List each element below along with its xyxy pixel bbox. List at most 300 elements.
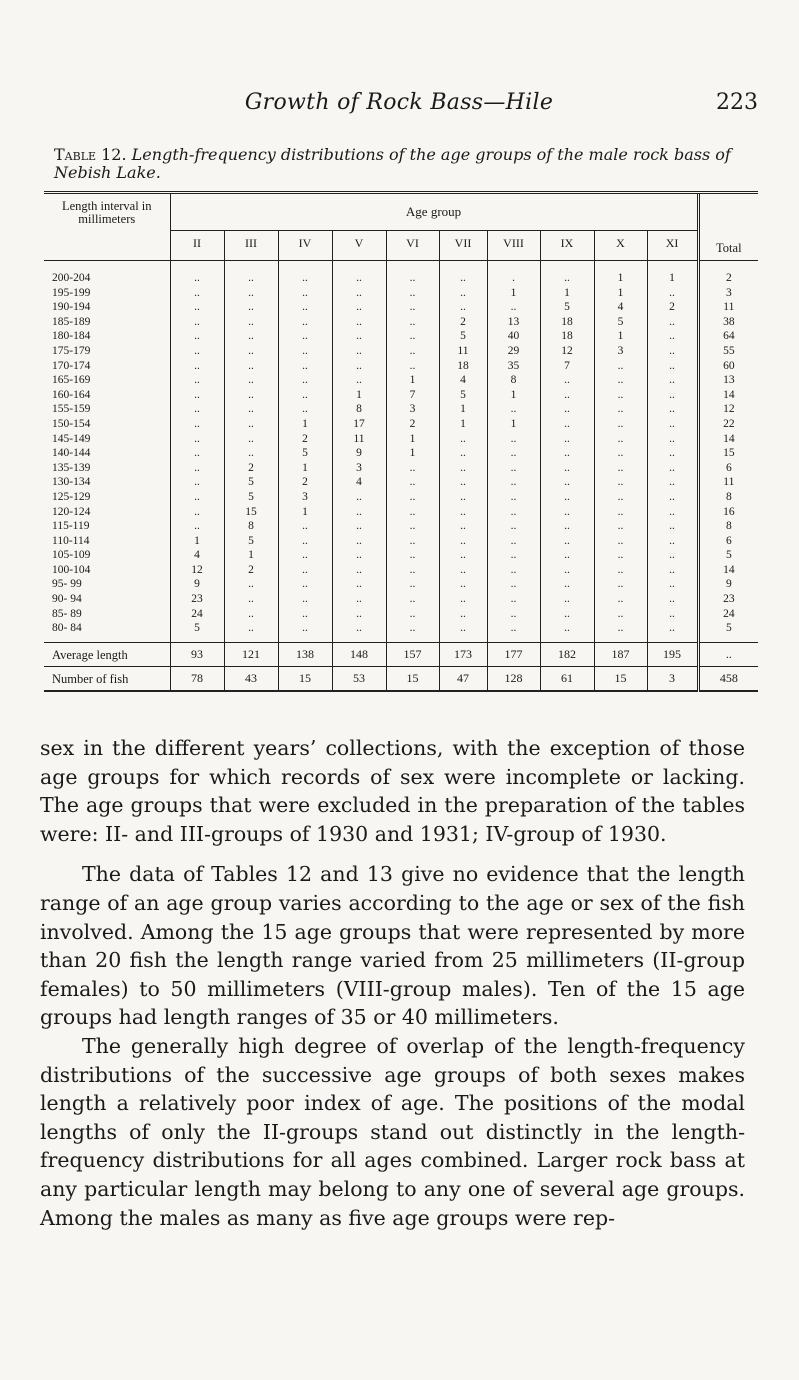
count-cell: ..: [386, 505, 439, 520]
length-interval-cell: 135-139: [52, 461, 91, 474]
count-cell: ..: [278, 300, 332, 315]
count-cell: ..: [224, 388, 278, 403]
number-of-fish-value: 61: [540, 666, 594, 691]
count-cell: ..: [224, 402, 278, 417]
count-cell: 7: [386, 388, 439, 403]
count-cell: ..: [594, 505, 647, 520]
age-group-column-vii: VII: [439, 231, 487, 261]
count-cell: ..: [439, 534, 487, 549]
count-cell: ..: [332, 286, 386, 301]
total-cell: 15: [698, 446, 758, 461]
count-cell: ..: [386, 548, 439, 563]
count-cell: ..: [487, 548, 540, 563]
count-cell: 5: [224, 475, 278, 490]
count-cell: 5: [439, 388, 487, 403]
number-of-fish-value: 15: [386, 666, 439, 691]
count-cell: ..: [170, 315, 224, 330]
count-cell: ..: [439, 286, 487, 301]
length-interval-cell: 175-179: [52, 344, 91, 357]
count-cell: ..: [439, 577, 487, 592]
count-cell: ..: [278, 402, 332, 417]
count-cell: 1: [386, 373, 439, 388]
length-interval-cell: 90- 94: [52, 593, 82, 606]
count-cell: ..: [594, 519, 647, 534]
count-cell: ..: [439, 461, 487, 476]
count-cell: ..: [647, 417, 698, 432]
table-row: [44, 373, 758, 388]
count-cell: ..: [647, 402, 698, 417]
count-cell: 18: [540, 315, 594, 330]
count-cell: ..: [170, 286, 224, 301]
count-cell: ..: [540, 577, 594, 592]
count-cell: 1: [594, 261, 647, 286]
count-cell: 5: [540, 300, 594, 315]
total-cell: 9: [698, 577, 758, 592]
table-row: [44, 505, 758, 520]
count-cell: ..: [332, 329, 386, 344]
count-cell: ..: [224, 261, 278, 286]
count-cell: ..: [170, 432, 224, 447]
count-cell: ..: [386, 621, 439, 642]
count-cell: ..: [487, 300, 540, 315]
count-cell: 4: [170, 548, 224, 563]
table-row: [44, 490, 758, 505]
count-cell: ..: [278, 373, 332, 388]
count-cell: ..: [487, 563, 540, 578]
count-cell: 1: [224, 548, 278, 563]
count-cell: ..: [224, 592, 278, 607]
length-interval-header: Length interval in millimeters: [44, 194, 170, 261]
total-cell: 6: [698, 534, 758, 549]
count-cell: ..: [332, 344, 386, 359]
table-caption: [54, 146, 758, 182]
count-cell: 15: [224, 505, 278, 520]
count-cell: ..: [540, 505, 594, 520]
count-cell: ..: [540, 548, 594, 563]
total-cell: 3: [698, 286, 758, 301]
count-cell: ..: [332, 592, 386, 607]
age-group-column-ix: IX: [540, 231, 594, 261]
count-cell: ..: [332, 359, 386, 374]
number-of-fish-total: 458: [698, 666, 758, 691]
count-cell: 9: [332, 446, 386, 461]
count-cell: ..: [224, 344, 278, 359]
length-frequency-table: [44, 191, 758, 692]
length-interval-cell: 115-119: [52, 520, 90, 533]
count-cell: 7: [540, 359, 594, 374]
body-text: [40, 734, 745, 1232]
total-cell: 2: [698, 261, 758, 286]
table-row: [44, 548, 758, 563]
count-cell: ..: [439, 475, 487, 490]
table-caption-label: Table 12.: [54, 145, 127, 164]
count-cell: ..: [540, 519, 594, 534]
count-cell: 2: [224, 461, 278, 476]
number-of-fish-value: 3: [647, 666, 698, 691]
total-header: Total: [698, 194, 758, 261]
number-of-fish-row: [44, 666, 758, 691]
count-cell: ..: [170, 417, 224, 432]
count-cell: 1: [540, 286, 594, 301]
average-length-total: ..: [698, 642, 758, 666]
table-row: [44, 344, 758, 359]
count-cell: ..: [439, 446, 487, 461]
count-cell: 1: [487, 286, 540, 301]
count-cell: 2: [278, 475, 332, 490]
count-cell: 1: [386, 432, 439, 447]
count-cell: ..: [540, 446, 594, 461]
length-interval-cell: 200-204: [52, 272, 91, 284]
count-cell: ..: [170, 461, 224, 476]
count-cell: ..: [487, 519, 540, 534]
count-cell: 2: [647, 300, 698, 315]
count-cell: ..: [487, 505, 540, 520]
count-cell: ..: [278, 388, 332, 403]
count-cell: ..: [386, 577, 439, 592]
count-cell: ..: [647, 388, 698, 403]
count-cell: ..: [439, 621, 487, 642]
length-interval-cell: 180-184: [52, 330, 91, 343]
count-cell: ..: [170, 402, 224, 417]
count-cell: 1: [386, 446, 439, 461]
count-cell: ..: [487, 402, 540, 417]
number-of-fish-value: 78: [170, 666, 224, 691]
length-interval-cell: 150-154: [52, 417, 91, 430]
page-header: [40, 84, 758, 124]
count-cell: ..: [439, 300, 487, 315]
count-cell: ..: [386, 286, 439, 301]
count-cell: ..: [386, 344, 439, 359]
count-cell: 40: [487, 329, 540, 344]
count-cell: ..: [647, 563, 698, 578]
table-row: [44, 563, 758, 578]
count-cell: 5: [594, 315, 647, 330]
average-length-value: 121: [224, 642, 278, 666]
count-cell: 1: [647, 261, 698, 286]
length-interval-cell: 190-194: [52, 301, 91, 314]
count-cell: ..: [594, 388, 647, 403]
average-length-value: 177: [487, 642, 540, 666]
count-cell: 1: [278, 461, 332, 476]
count-cell: ..: [332, 373, 386, 388]
count-cell: 12: [170, 563, 224, 578]
count-cell: ..: [332, 519, 386, 534]
count-cell: ..: [170, 505, 224, 520]
count-cell: ..: [647, 607, 698, 622]
table-row: [44, 534, 758, 549]
number-of-fish-label: Number of fish: [44, 666, 170, 691]
average-length-value: 157: [386, 642, 439, 666]
count-cell: 4: [332, 475, 386, 490]
count-cell: ..: [647, 490, 698, 505]
count-cell: ..: [278, 519, 332, 534]
count-cell: 8: [224, 519, 278, 534]
count-cell: ..: [278, 534, 332, 549]
count-cell: 3: [594, 344, 647, 359]
total-cell: 5: [698, 621, 758, 642]
count-cell: ..: [594, 607, 647, 622]
count-cell: 1: [487, 388, 540, 403]
count-cell: ..: [487, 490, 540, 505]
count-cell: 18: [540, 329, 594, 344]
count-cell: 4: [594, 300, 647, 315]
count-cell: ..: [540, 490, 594, 505]
count-cell: 3: [278, 490, 332, 505]
count-cell: 13: [487, 315, 540, 330]
count-cell: ..: [332, 490, 386, 505]
total-cell: 38: [698, 315, 758, 330]
count-cell: 24: [170, 607, 224, 622]
count-cell: 1: [439, 417, 487, 432]
count-cell: 2: [439, 315, 487, 330]
count-cell: 18: [439, 359, 487, 374]
count-cell: ..: [594, 534, 647, 549]
count-cell: ..: [439, 261, 487, 286]
running-title: Growth of Rock Bass—Hile: [244, 90, 554, 115]
count-cell: 1: [594, 329, 647, 344]
count-cell: ..: [224, 607, 278, 622]
age-group-column-iii: III: [224, 231, 278, 261]
count-cell: ..: [170, 300, 224, 315]
total-cell: 14: [698, 388, 758, 403]
count-cell: ..: [386, 490, 439, 505]
table-row: [44, 592, 758, 607]
count-cell: ..: [224, 315, 278, 330]
count-cell: ..: [594, 373, 647, 388]
count-cell: 1: [439, 402, 487, 417]
count-cell: ..: [332, 315, 386, 330]
count-cell: 23: [170, 592, 224, 607]
count-cell: ..: [170, 388, 224, 403]
count-cell: ..: [647, 548, 698, 563]
count-cell: ..: [487, 577, 540, 592]
count-cell: ..: [224, 300, 278, 315]
length-interval-cell: 100-104: [52, 563, 91, 576]
count-cell: ..: [439, 607, 487, 622]
count-cell: ..: [540, 592, 594, 607]
paragraph-2: The data of Tables 12 and 13 give no evidence that the length range of an age group varies according to the age or sex of the fish involved. Among the 15 age groups that were represented by more than 20 fish the length range varied from 25 millimeters (II-group females) to 50 millimeters (VIII-group males). Ten of the 15 age groups had length ranges of 35 or 40 millimeters.: [40, 862, 745, 1030]
count-cell: 5: [224, 490, 278, 505]
total-cell: 55: [698, 344, 758, 359]
count-cell: ..: [224, 621, 278, 642]
length-interval-cell: 165-169: [52, 374, 91, 387]
count-cell: ..: [540, 261, 594, 286]
count-cell: 1: [278, 417, 332, 432]
count-cell: ..: [332, 577, 386, 592]
count-cell: ..: [439, 432, 487, 447]
average-length-value: 195: [647, 642, 698, 666]
count-cell: ..: [278, 577, 332, 592]
count-cell: ..: [386, 534, 439, 549]
count-cell: ..: [386, 607, 439, 622]
average-length-value: 93: [170, 642, 224, 666]
count-cell: ..: [594, 563, 647, 578]
count-cell: ..: [594, 592, 647, 607]
count-cell: 1: [170, 534, 224, 549]
count-cell: ..: [224, 417, 278, 432]
count-cell: ..: [439, 548, 487, 563]
age-group-column-x: X: [594, 231, 647, 261]
average-length-row: [44, 642, 758, 666]
table-row: [44, 359, 758, 374]
count-cell: .: [487, 261, 540, 286]
table-body: [44, 261, 758, 643]
total-cell: 8: [698, 490, 758, 505]
count-cell: ..: [170, 446, 224, 461]
table-row: [44, 621, 758, 642]
count-cell: 3: [386, 402, 439, 417]
length-interval-cell: 160-164: [52, 388, 91, 401]
total-cell: 23: [698, 592, 758, 607]
count-cell: 8: [487, 373, 540, 388]
count-cell: ..: [278, 359, 332, 374]
count-cell: 5: [439, 329, 487, 344]
count-cell: ..: [386, 461, 439, 476]
paragraph-1: sex in the different years’ collections, with the exception of those age groups for which records of sex were incomplete or lacking. The age groups that were excluded in the preparation of the tables were: II- and III-groups of 1930 and 1931; IV-group of 1930.: [40, 736, 745, 846]
count-cell: ..: [594, 577, 647, 592]
count-cell: ..: [332, 300, 386, 315]
length-interval-cell: 120-124: [52, 505, 91, 518]
count-cell: ..: [594, 490, 647, 505]
count-cell: 9: [170, 577, 224, 592]
count-cell: ..: [278, 592, 332, 607]
total-cell: 12: [698, 402, 758, 417]
count-cell: 12: [540, 344, 594, 359]
count-cell: 5: [278, 446, 332, 461]
count-cell: 5: [170, 621, 224, 642]
count-cell: ..: [278, 344, 332, 359]
count-cell: ..: [170, 329, 224, 344]
table-row: [44, 329, 758, 344]
count-cell: ..: [647, 519, 698, 534]
count-cell: 2: [278, 432, 332, 447]
length-interval-cell: 145-149: [52, 432, 91, 445]
count-cell: ..: [594, 417, 647, 432]
count-cell: 29: [487, 344, 540, 359]
count-cell: ..: [278, 548, 332, 563]
count-cell: ..: [540, 621, 594, 642]
age-group-column-vi: VI: [386, 231, 439, 261]
count-cell: 35: [487, 359, 540, 374]
count-cell: ..: [487, 621, 540, 642]
count-cell: 1: [487, 417, 540, 432]
count-cell: ..: [224, 286, 278, 301]
count-cell: ..: [647, 505, 698, 520]
total-cell: 11: [698, 300, 758, 315]
total-cell: 13: [698, 373, 758, 388]
count-cell: ..: [647, 446, 698, 461]
count-cell: ..: [386, 359, 439, 374]
count-cell: 11: [332, 432, 386, 447]
count-cell: ..: [386, 592, 439, 607]
count-cell: 2: [386, 417, 439, 432]
count-cell: ..: [332, 563, 386, 578]
table-row: [44, 261, 758, 286]
number-of-fish-value: 53: [332, 666, 386, 691]
count-cell: ..: [647, 475, 698, 490]
age-group-column-xi: XI: [647, 231, 698, 261]
age-group-column-v: V: [332, 231, 386, 261]
table-row: [44, 475, 758, 490]
count-cell: ..: [540, 417, 594, 432]
count-cell: ..: [332, 621, 386, 642]
count-cell: ..: [594, 432, 647, 447]
page-number: 223: [716, 90, 758, 115]
count-cell: ..: [647, 534, 698, 549]
table-row: [44, 446, 758, 461]
count-cell: ..: [487, 534, 540, 549]
age-group-column-viii: VIII: [487, 231, 540, 261]
count-cell: ..: [540, 534, 594, 549]
table-row: [44, 461, 758, 476]
count-cell: ..: [386, 563, 439, 578]
count-cell: 2: [224, 563, 278, 578]
count-cell: ..: [647, 432, 698, 447]
count-cell: ..: [594, 461, 647, 476]
count-cell: 1: [278, 505, 332, 520]
age-group-column-ii: II: [170, 231, 224, 261]
count-cell: 5: [224, 534, 278, 549]
count-cell: ..: [386, 329, 439, 344]
count-cell: ..: [594, 475, 647, 490]
data-table: [44, 194, 758, 692]
count-cell: ..: [647, 286, 698, 301]
length-interval-cell: 195-199: [52, 286, 91, 299]
table-row: [44, 300, 758, 315]
count-cell: ..: [170, 261, 224, 286]
count-cell: ..: [278, 329, 332, 344]
count-cell: ..: [594, 621, 647, 642]
total-cell: 64: [698, 329, 758, 344]
number-of-fish-value: 47: [439, 666, 487, 691]
count-cell: 3: [332, 461, 386, 476]
count-cell: ..: [439, 519, 487, 534]
average-length-value: 138: [278, 642, 332, 666]
count-cell: ..: [332, 261, 386, 286]
table-summary: [44, 642, 758, 691]
total-cell: 22: [698, 417, 758, 432]
count-cell: ..: [647, 359, 698, 374]
total-cell: 11: [698, 475, 758, 490]
count-cell: ..: [647, 621, 698, 642]
count-cell: ..: [647, 461, 698, 476]
count-cell: 8: [332, 402, 386, 417]
count-cell: ..: [224, 446, 278, 461]
count-cell: ..: [224, 359, 278, 374]
length-interval-cell: 155-159: [52, 403, 91, 416]
count-cell: 4: [439, 373, 487, 388]
count-cell: ..: [278, 315, 332, 330]
table-row: [44, 388, 758, 403]
count-cell: ..: [540, 373, 594, 388]
length-interval-cell: 125-129: [52, 490, 91, 503]
total-cell: 14: [698, 563, 758, 578]
total-cell: 60: [698, 359, 758, 374]
count-cell: ..: [647, 344, 698, 359]
count-cell: ..: [278, 607, 332, 622]
count-cell: ..: [594, 359, 647, 374]
table-caption-text: Length-frequency distributions of the age groups of the male rock bass of Nebish Lake.: [54, 145, 731, 182]
table-row: [44, 519, 758, 534]
total-cell: 5: [698, 548, 758, 563]
number-of-fish-value: 43: [224, 666, 278, 691]
count-cell: ..: [540, 475, 594, 490]
total-cell: 6: [698, 461, 758, 476]
count-cell: ..: [386, 300, 439, 315]
length-interval-cell: 170-174: [52, 359, 91, 372]
count-cell: ..: [170, 490, 224, 505]
count-cell: ..: [647, 577, 698, 592]
